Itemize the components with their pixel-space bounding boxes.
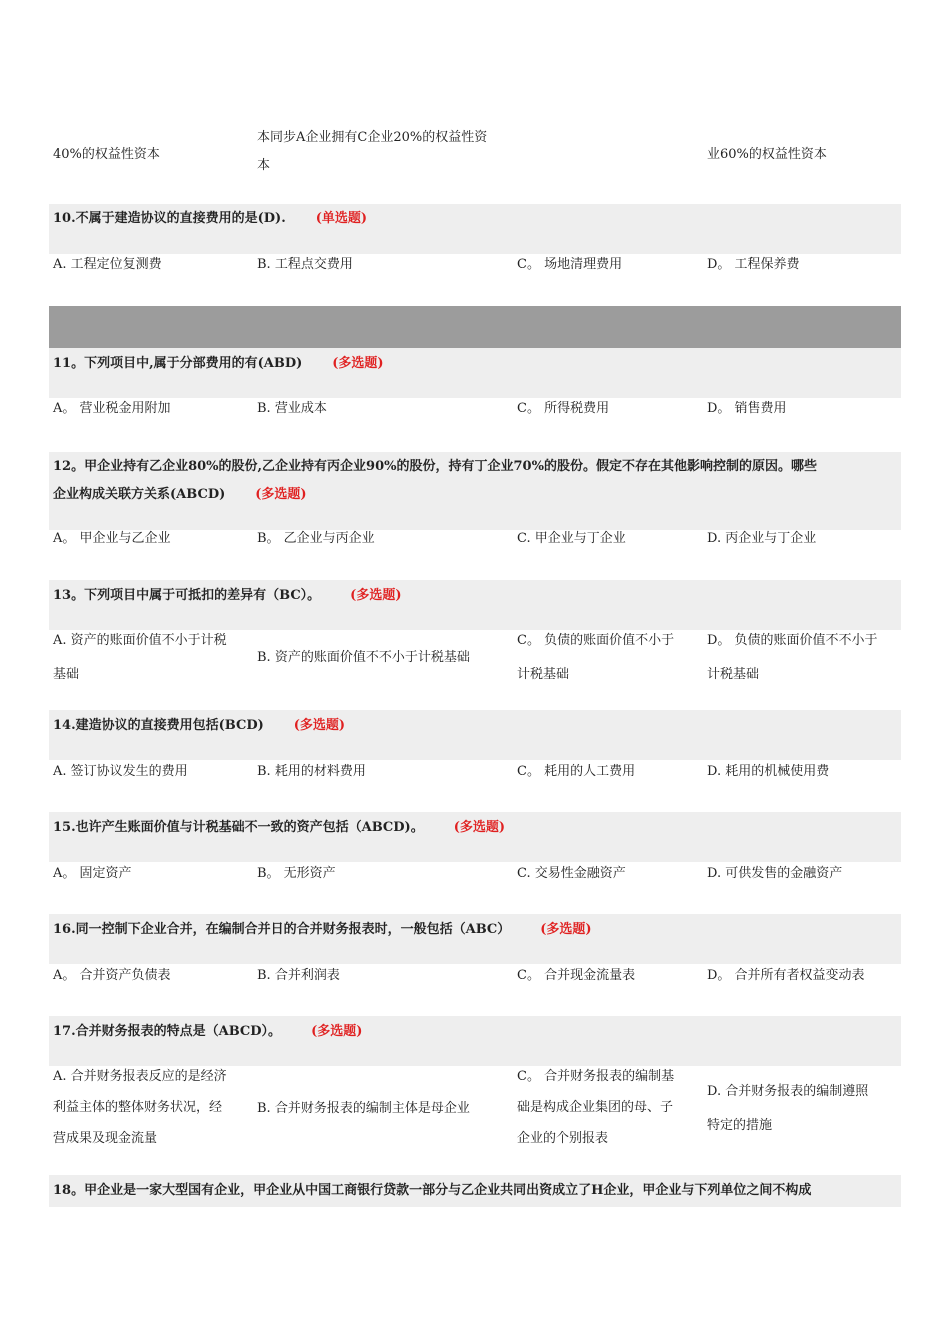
option-c: C。 合并现金流量表 — [517, 968, 636, 983]
question-header — [49, 452, 901, 530]
option-a: A。 合并资产负债表 — [53, 968, 171, 983]
option-cell: 40%的权益性资本 — [53, 147, 160, 162]
option-cell — [513, 124, 703, 186]
option-text: 计税基础 — [707, 667, 760, 682]
section-divider — [49, 306, 901, 348]
option-d: D。 工程保养费 — [707, 257, 800, 272]
option-a — [49, 1061, 253, 1157]
question-title: 18。甲企业是一家大型国有企业，甲企业从中国工商银行贷款一部分与乙企业共同出资成立了H企业，甲企业与下列单位之间不构成 — [53, 1183, 812, 1198]
option-text: C。 合并财务报表的编制基 — [517, 1069, 675, 1084]
option-a: A. 签订协议发生的费用 — [53, 764, 188, 779]
option-text: B. 合并财务报表的编制主体是母企业 — [257, 1101, 470, 1116]
options-row — [49, 959, 901, 995]
option-text: 基础 — [53, 667, 80, 682]
options-row — [49, 392, 901, 428]
options-row — [49, 624, 901, 692]
option-b: B. 耗用的材料费用 — [257, 764, 366, 779]
question-header — [49, 348, 901, 398]
options-row — [49, 1061, 901, 1157]
question-header — [49, 1175, 901, 1207]
option-a — [49, 624, 253, 692]
question-title: 11。下列项目中,属于分部费用的有(ABD) — [53, 356, 303, 371]
question-title: 17.合并财务报表的特点是（ABCD）。 — [53, 1024, 282, 1039]
option-text: 础是构成企业集团的母、子 — [517, 1100, 674, 1115]
option-d: D。 合并所有者权益变动表 — [707, 968, 865, 983]
question-title: 12。甲企业持有乙企业80%的股份,乙企业持有丙企业90%的股份，持有丁企业70%的股份。假定不存在其他影响控制的原因。哪些 — [53, 459, 817, 474]
question-type-tag: (多选题) — [540, 922, 592, 937]
option-text: B. 资产的账面价值不不小于计税基础 — [257, 650, 470, 665]
option-cell: 业60%的权益性资本 — [707, 147, 827, 162]
question-header — [49, 812, 901, 862]
option-a: A. 工程定位复测费 — [53, 257, 162, 272]
option-text: A. 合并财务报表反应的是经济 — [53, 1069, 227, 1084]
question-title: 14.建造协议的直接费用包括(BCD) — [53, 718, 264, 733]
option-a: A。 固定资产 — [53, 866, 132, 881]
option-d: D. 丙企业与丁企业 — [707, 531, 817, 546]
option-b — [253, 1061, 513, 1157]
question-type-tag: (多选题) — [311, 1024, 363, 1039]
option-text: C。 负债的账面价值不小于 — [517, 633, 675, 648]
option-b: B. 营业成本 — [257, 401, 327, 416]
option-b: B. 工程点交费用 — [257, 257, 353, 272]
question-header — [49, 710, 901, 760]
option-a: A。 营业税金用附加 — [53, 401, 171, 416]
option-text: 营成果及现金流量 — [53, 1131, 158, 1146]
question-type-tag: (单选题) — [315, 211, 368, 226]
question-header — [49, 580, 901, 630]
option-d: D. 耗用的机械使用费 — [707, 764, 830, 779]
option-c: C。 耗用的人工费用 — [517, 764, 636, 779]
option-c — [513, 1061, 703, 1157]
option-d — [703, 624, 901, 692]
option-text: 特定的措施 — [707, 1118, 773, 1133]
options-row — [49, 857, 901, 893]
question-title: 15.也许产生账面价值与计税基础不一致的资产包括（ABCD)。 — [53, 820, 424, 835]
option-text: A. 资产的账面价值不小于计税 — [53, 633, 227, 648]
option-b: B。 无形资产 — [257, 866, 336, 881]
option-text: 计税基础 — [517, 667, 570, 682]
options-row — [49, 248, 901, 284]
question-type-tag: (多选题) — [453, 820, 506, 835]
option-b: B. 合并利润表 — [257, 968, 340, 983]
option-d: D. 可供发售的金融资产 — [707, 866, 843, 881]
question-header — [49, 1016, 901, 1066]
option-a: A。 甲企业与乙企业 — [53, 531, 171, 546]
question-header — [49, 914, 901, 964]
option-cell — [253, 124, 513, 186]
option-text: D。 负债的账面价值不不小于 — [707, 633, 878, 648]
option-b: B。 乙企业与丙企业 — [257, 531, 375, 546]
option-b — [253, 624, 513, 692]
question-header — [49, 204, 901, 254]
option-text: 本同步A企业拥有C企业20%的权益性资 — [257, 130, 488, 145]
option-c: C. 交易性金融资产 — [517, 866, 626, 881]
question-title: 企业构成关联方关系(ABCD) — [53, 487, 226, 502]
option-text: D. 合并财务报表的编制遵照 — [707, 1084, 869, 1099]
option-c: C。 所得税费用 — [517, 401, 610, 416]
question-title: 13。下列项目中属于可抵扣的差异有（BC）。 — [53, 588, 321, 603]
option-c — [513, 624, 703, 692]
table-row — [49, 124, 901, 186]
option-text: 企业的个别报表 — [517, 1131, 609, 1146]
option-c: C. 甲企业与丁企业 — [517, 531, 626, 546]
option-c: C。 场地清理费用 — [517, 257, 623, 272]
question-type-tag: (多选题) — [332, 356, 384, 371]
options-row — [49, 755, 901, 791]
option-text: 本 — [257, 158, 271, 173]
options-row — [49, 522, 901, 558]
question-type-tag: (多选题) — [255, 487, 307, 502]
question-type-tag: (多选题) — [293, 718, 346, 733]
option-d: D。 销售费用 — [707, 401, 787, 416]
question-type-tag: (多选题) — [350, 588, 402, 603]
question-title: 10.不属于建造协议的直接费用的是(D). — [53, 211, 286, 226]
option-text: 利益主体的整体财务状况，经 — [53, 1100, 223, 1115]
option-d — [703, 1061, 901, 1157]
question-title: 16.同一控制下企业合并，在编制合并日的合并财务报表时，一般包括（ABC） — [53, 922, 511, 937]
